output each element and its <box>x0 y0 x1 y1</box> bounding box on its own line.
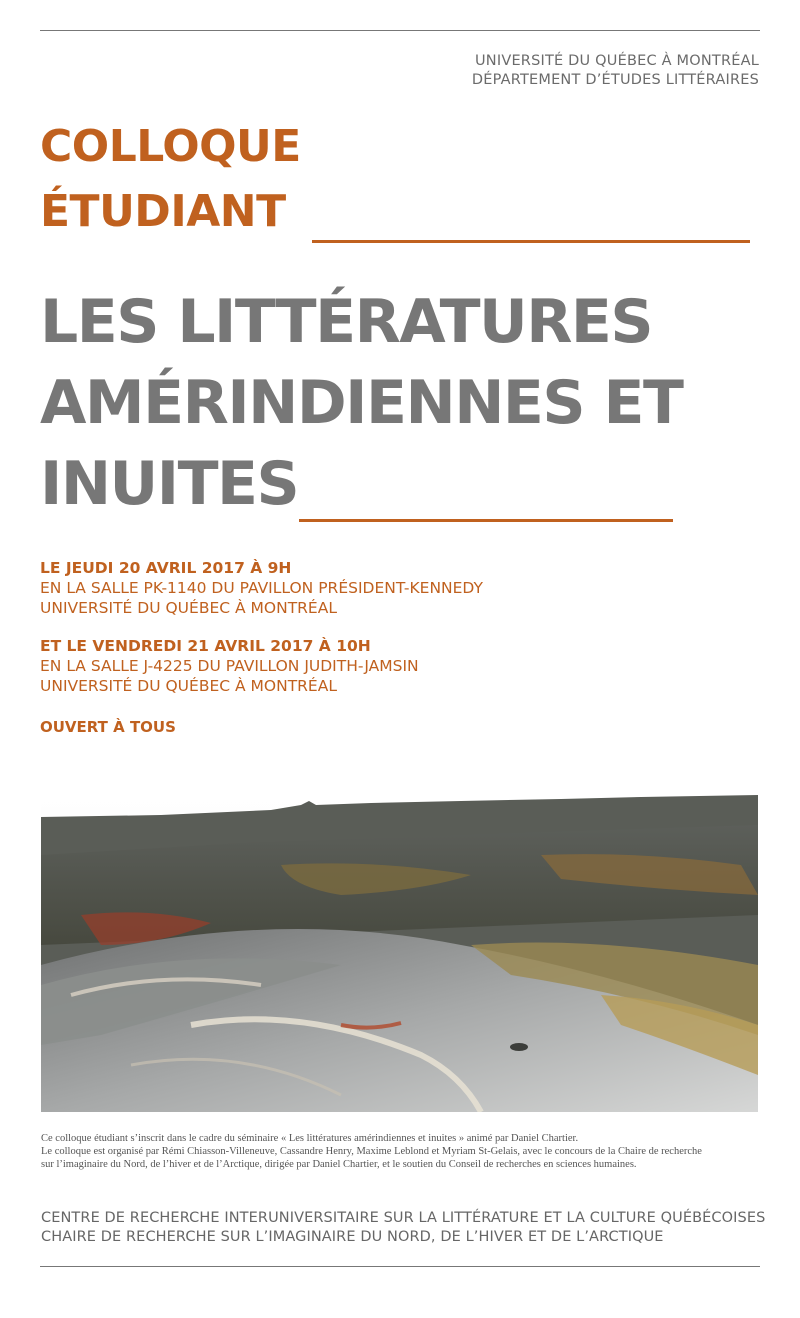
department-name: DÉPARTEMENT D’ÉTUDES LITTÉRAIRES <box>471 72 759 88</box>
open-to-all: OUVERT À TOUS <box>40 718 176 736</box>
credits-line-2: Le colloque est organisé par Rémi Chiasson-Villeneuve, Cassandre Henry, Maxime Leblond et Myriam St-Gelais, avec le concours de la Chaire de recherche <box>41 1146 702 1157</box>
event-title <box>40 282 682 525</box>
session-2-date: ET LE VENDREDI 21 AVRIL 2017 À 10H <box>40 637 371 655</box>
university-name: UNIVERSITÉ DU QUÉBEC À MONTRÉAL <box>474 53 759 69</box>
session-1-room: EN LA SALLE PK-1140 DU PAVILLON PRÉSIDENT-KENNEDY <box>40 579 483 597</box>
credits-line-1: Ce colloque étudiant s’inscrit dans le cadre du séminaire « Les littératures amérindiennes et inuites » animé par Daniel Chartier. <box>41 1133 579 1144</box>
kicker-line-2: ÉTUDIANT <box>40 186 286 237</box>
credits-note <box>41 1132 763 1171</box>
kicker-underline <box>312 240 750 243</box>
institution-block <box>472 52 759 90</box>
session-1-place: UNIVERSITÉ DU QUÉBEC À MONTRÉAL <box>40 599 337 617</box>
session-2 <box>40 636 419 696</box>
title-line-1: LES LITTÉRATURES <box>40 287 653 357</box>
session-2-place: UNIVERSITÉ DU QUÉBEC À MONTRÉAL <box>40 677 337 695</box>
credits-line-3: sur l’imaginaire du Nord, de l’hiver et de l’Arctique, dirigée par Daniel Chartier, et le soutien du Conseil de recherches en sciences humaines. <box>41 1159 637 1170</box>
centre-line-2: CHAIRE DE RECHERCHE SUR L’IMAGINAIRE DU NORD, DE L’HIVER ET DE L’ARCTIQUE <box>41 1229 664 1245</box>
top-divider <box>40 30 760 31</box>
title-underline <box>299 519 673 522</box>
centre-line-1: CENTRE DE RECHERCHE INTERUNIVERSITAIRE SUR LA LITTÉRATURE ET LA CULTURE QUÉBÉCOISES <box>41 1210 766 1226</box>
event-kicker <box>40 114 301 244</box>
bottom-divider <box>40 1266 760 1267</box>
session-1 <box>40 558 483 618</box>
research-centres <box>41 1209 765 1247</box>
title-line-3: INUITES <box>40 449 299 519</box>
kicker-line-1: COLLOQUE <box>40 121 301 172</box>
session-2-room: EN LA SALLE J-4225 DU PAVILLON JUDITH-JAMSIN <box>40 657 419 675</box>
session-1-date: LE JEUDI 20 AVRIL 2017 À 9H <box>40 559 292 577</box>
tundra-landscape-photo <box>41 795 758 1112</box>
title-line-2: AMÉRINDIENNES ET <box>40 368 683 438</box>
